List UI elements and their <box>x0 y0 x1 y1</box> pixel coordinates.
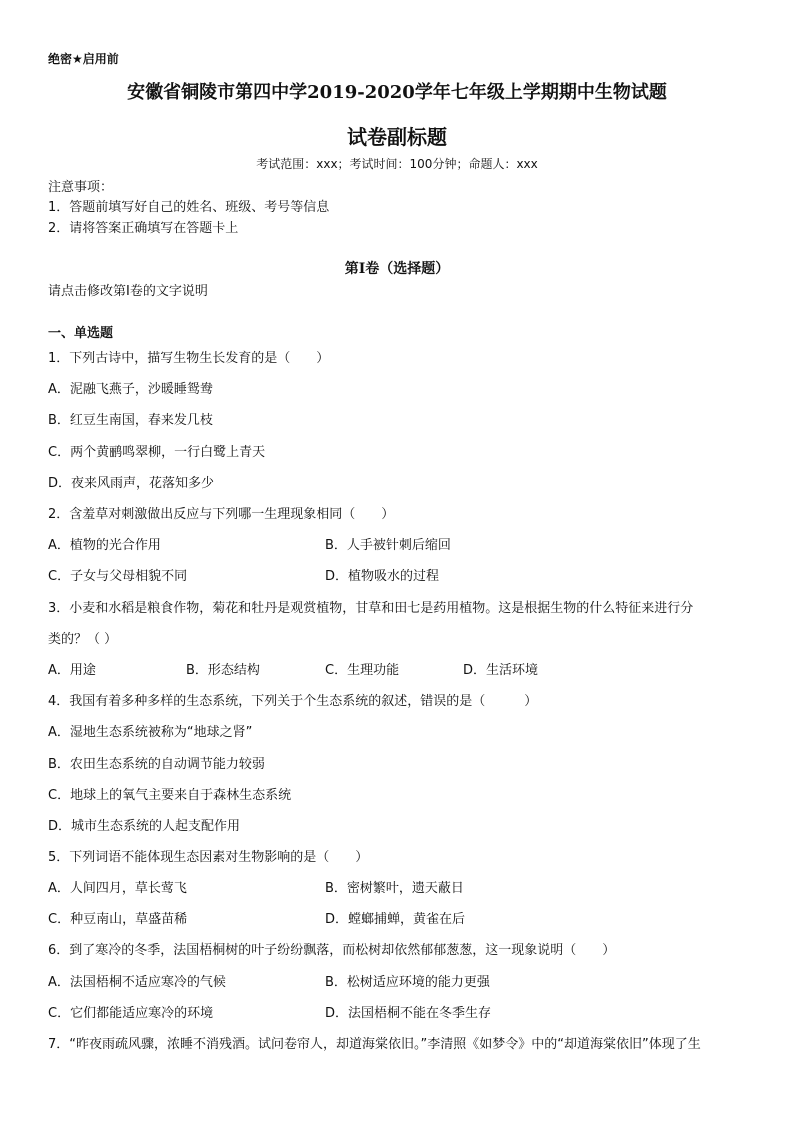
q1-option-a: A．泥融飞燕子，沙暖睡鸳鸯 <box>48 382 213 397</box>
question-2: 2．含羞草对刺激做出反应与下列哪一生理现象相同（ ） <box>48 507 395 522</box>
q6-option-b: B．松树适应环境的能力更强 <box>325 975 490 990</box>
q3-option-a: A．用途 <box>48 663 96 678</box>
exam-subtitle: 试卷副标题 <box>347 125 447 149</box>
q3-option-c: C．生理功能 <box>325 663 400 678</box>
q2-option-a: A．植物的光合作用 <box>48 538 161 553</box>
question-5: 5．下列词语不能体现生态因素对生物影响的是（ ） <box>48 850 369 865</box>
exam-info: 考试范围：xxx；考试时间：100分钟；命题人：xxx <box>256 157 538 171</box>
q5-option-b: B．密树繁叶，遗天蔽日 <box>325 881 464 896</box>
q3-option-b: B．形态结构 <box>186 663 260 678</box>
notes-title: 注意事项： <box>48 180 114 195</box>
notes-item-2: 2．请将答案正确填写在答题卡上 <box>48 221 239 236</box>
question-7: 7．“昨夜雨疏风骤，浓睡不消残酒。试问卷帘人，却道海棠依旧。”李清照《如梦令》中的“却道海棠依旧”体现了生 <box>48 1037 701 1052</box>
q2-option-c: C．子女与父母相貌不同 <box>48 569 188 584</box>
q5-option-a: A．人间四月，草长莺飞 <box>48 881 187 896</box>
exam-title: 安徽省铜陵市第四中学2019-2020学年七年级上学期期中生物试题 <box>127 82 667 103</box>
question-4: 4．我国有着多种多样的生态系统，下列关于个生态系统的叙述，错误的是（ ） <box>48 694 538 709</box>
q4-option-b: B．农田生态系统的自动调节能力较弱 <box>48 757 265 772</box>
section-title: 第I卷（选择题） <box>344 261 450 277</box>
q4-option-c: C．地球上的氧气主要来自于森林生态系统 <box>48 788 292 803</box>
section-description[interactable]: 请点击修改第I卷的文字说明 <box>48 284 208 299</box>
q5-option-d: D．螳螂捕蝉，黄雀在后 <box>325 912 466 927</box>
q4-option-a: A．湿地生态系统被称为“地球之肾” <box>48 725 253 740</box>
question-3-continued: 类的？（ ） <box>48 632 118 647</box>
question-6: 6．到了寒冷的冬季，法国梧桐树的叶子纷纷飘落，而松树却依然郁郁葱葱，这一现象说明（ ） <box>48 943 616 958</box>
q5-option-c: C．种豆南山，草盛苗稀 <box>48 912 188 927</box>
notes-item-1: 1．答题前填写好自己的姓名、班级、考号等信息 <box>48 200 330 215</box>
section-heading: 一、单选题 <box>48 326 114 341</box>
q2-option-d: D．植物吸水的过程 <box>325 569 440 584</box>
q6-option-c: C．它们都能适应寒冷的环境 <box>48 1006 214 1021</box>
question-3: 3．小麦和水稻是粮食作物，菊花和牡丹是观赏植物，甘草和田七是药用植物。这是根据生物的什么特征来进行分 <box>48 601 694 616</box>
q2-option-b: B．人手被针刺后缩回 <box>325 538 451 553</box>
confidential-label: 绝密★启用前 <box>48 52 119 66</box>
q6-option-d: D．法国梧桐不能在冬季生存 <box>325 1006 492 1021</box>
q6-option-a: A．法国梧桐不适应寒冷的气候 <box>48 975 226 990</box>
question-1: 1．下列古诗中，描写生物生长发育的是（ ） <box>48 351 330 366</box>
q4-option-d: D．城市生态系统的人起支配作用 <box>48 819 241 834</box>
q1-option-b: B．红豆生南国，春来发几枝 <box>48 413 213 428</box>
q1-option-c: C．两个黄鹂鸣翠柳，一行白鹭上青天 <box>48 445 266 460</box>
q1-option-d: D．夜来风雨声，花落知多少 <box>48 476 215 491</box>
q3-option-d: D．生活环境 <box>463 663 539 678</box>
